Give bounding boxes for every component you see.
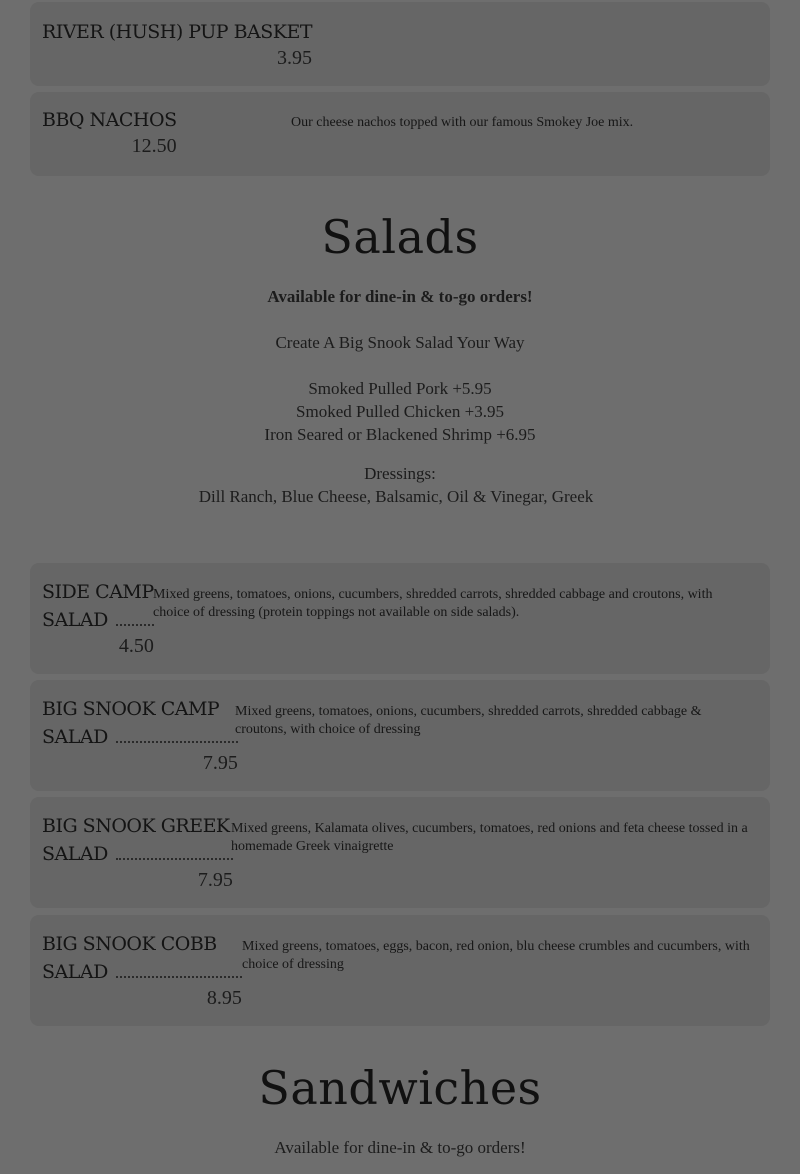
menu-item-name: SALAD <box>42 843 108 865</box>
salad-topping: Smoked Pulled Chicken +3.95 <box>296 402 504 421</box>
menu-item-price: 8.95 <box>206 987 242 1009</box>
salad-topping: Smoked Pulled Pork +5.95 <box>308 379 492 398</box>
menu-item-name: SALAD <box>42 726 108 748</box>
menu-item-name-line2 <box>42 723 238 751</box>
menu-item-header <box>42 930 242 1010</box>
dressings-label: Dressings: <box>364 464 436 483</box>
dressings-list: Dill Ranch, Blue Cheese, Balsamic, Oil & Vinegar, Greek <box>198 487 594 506</box>
salads-create-line: Create A Big Snook Salad Your Way <box>275 333 525 352</box>
menu-item-name: RIVER (HUSH) PUP BASKET <box>42 21 313 43</box>
leader-dots <box>116 614 154 626</box>
menu-item-description: Mixed greens, tomatoes, eggs, bacon, red onion, blu cheese crumbles and cucumbers, with choice of dressing <box>242 939 750 972</box>
section-title-sandwiches: Sandwiches <box>258 1061 542 1115</box>
menu-item-card <box>30 680 770 791</box>
menu-item-card <box>30 563 770 674</box>
menu-item-name: SIDE CAMP <box>42 581 154 603</box>
menu-item-card <box>30 2 770 86</box>
menu-item-name: SALAD <box>42 961 108 983</box>
menu-item-price: 3.95 <box>277 47 313 69</box>
salads-availability: Available for dine-in & to-go orders! <box>267 287 533 306</box>
menu-item-price: 4.50 <box>118 635 154 657</box>
menu-item-price: 7.95 <box>197 869 233 891</box>
menu-item-card <box>30 92 770 176</box>
leader-dots <box>116 848 233 860</box>
menu-item-card <box>30 797 770 908</box>
menu-item-name: BIG SNOOK GREEK <box>42 815 230 837</box>
menu-item-header <box>42 18 312 70</box>
menu-item-name-line2 <box>42 606 154 634</box>
menu-item-description: Mixed greens, Kalamata olives, cucumbers, tomatoes, red onions and feta cheese tossed in a homemade Greek vinaigrette <box>231 821 748 854</box>
menu-item-card <box>30 915 770 1026</box>
sandwiches-availability: Available for dine-in & to-go orders! <box>274 1138 526 1157</box>
menu-item-price: 12.50 <box>131 135 177 157</box>
menu-item-price: 7.95 <box>202 752 238 774</box>
salad-topping: Iron Seared or Blackened Shrimp +6.95 <box>264 425 536 444</box>
menu-item-name: BBQ NACHOS <box>42 109 177 131</box>
leader-dots <box>116 966 242 978</box>
menu-item-header <box>42 578 154 658</box>
menu-item-name: BIG SNOOK CAMP <box>42 698 220 720</box>
section-title-salads: Salads <box>321 210 479 264</box>
menu-item-name-line2 <box>42 840 233 868</box>
menu-item-name-line2 <box>42 958 242 986</box>
menu-item-header <box>42 106 177 158</box>
menu-item-header <box>42 695 238 775</box>
menu-item-description: Mixed greens, tomatoes, onions, cucumbers, shredded carrots, shredded cabbage & croutons, with choice of dressing <box>235 704 702 737</box>
menu-item-description: Mixed greens, tomatoes, onions, cucumbers, shredded carrots, shredded cabbage and croutons, with choice of dressing (protein toppings not available on side salads). <box>153 587 713 620</box>
menu-item-name: BIG SNOOK COBB <box>42 933 217 955</box>
menu-item-description: Our cheese nachos topped with our famous Smokey Joe mix. <box>291 115 634 130</box>
menu-item-header <box>42 812 233 892</box>
leader-dots <box>116 731 238 743</box>
menu-item-name: SALAD <box>42 609 108 631</box>
